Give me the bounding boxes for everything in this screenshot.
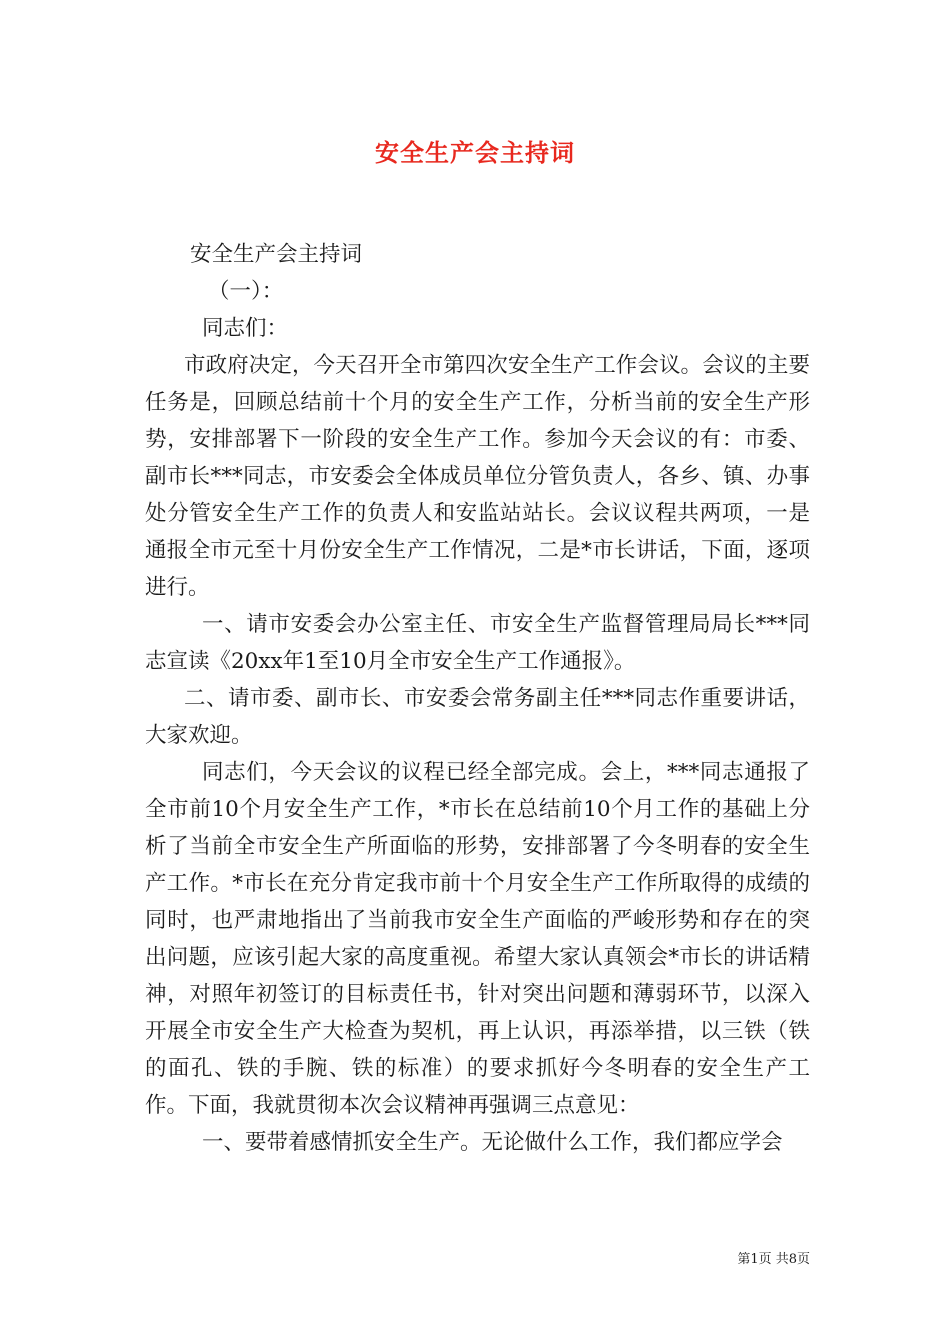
paragraph-agenda-item-2: 二、请市委、副市长、市安委会常务副主任***同志作重要讲话，大家欢迎。 <box>145 686 810 748</box>
paragraph-agenda-item-1: 一、请市安委会办公室主任、市安全生产监督管理局局长***同志宣读《20xx年1至10月全市安全生产工作通报》。 <box>145 612 810 674</box>
document-body <box>145 236 810 1161</box>
document-title: 安全生产会主持词 <box>375 138 575 167</box>
paragraph-summary: 同志们，今天会议的议程已经全部完成。会上，***同志通报了全市前10个月安全生产工作，*市长在总结前10个月工作的基础上分析了当前全市安全生产所面临的形势，安排部署了今冬明春的安全生产工作。*市长在充分肯定我市前十个月安全生产工作所取得的成绩的同时，也严肃地指出了当前我市安全生产面临的严峻形势和存在的突出问题，应该引起大家的高度重视。希望大家认真领会*市长的讲话精神，对照年初签订的目标责任书，针对突出问题和薄弱环节，以深入开展全市安全生产大检查为契机，再上认识，再添举措，以三铁（铁的面孔、铁的手腕、铁的标准）的要求抓好今冬明春的安全生产工作。下面，我就贯彻本次会议精神再强调三点意见： <box>145 760 810 1118</box>
paragraph-section-number: （一）： <box>208 279 284 304</box>
paragraph-opening: 市政府决定，今天召开全市第四次安全生产工作会议。会议的主要任务是，回顾总结前十个月的安全生产工作，分析当前的安全生产形势，安排部署下一阶段的安全生产工作。参加今天会议的有：市委、副市长***同志，市安委会全体成员单位分管负责人，各乡、镇、办事处分管安全生产工作的负责人和安监站站长。会议议程共两项，一是通报全市元至十月份安全生产工作情况，二是*市长讲话，下面，逐项进行。 <box>145 353 810 600</box>
paragraph-salutation: 同志们： <box>202 316 289 341</box>
page-indicator: 第1页 共8页 <box>737 1252 810 1267</box>
paragraph-subtitle: 安全生产会主持词 <box>190 242 363 267</box>
paragraph-point-1: 一、要带着感情抓安全生产。无论做什么工作，我们都应学会 <box>202 1130 783 1155</box>
